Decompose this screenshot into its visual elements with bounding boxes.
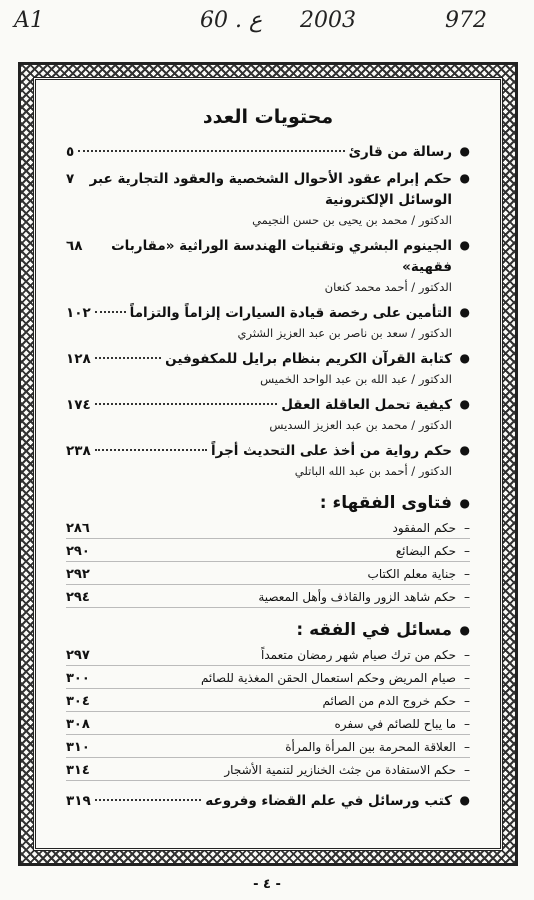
entry-page: ٣١٠ — [66, 740, 90, 755]
leader-dots — [95, 357, 161, 359]
page-number: - ٤ - — [253, 877, 281, 892]
bullet-icon: ● — [459, 496, 470, 510]
article-entry — [66, 395, 470, 435]
masail-list — [66, 646, 470, 781]
dash-icon: – — [464, 694, 470, 708]
bullet-icon: ● — [459, 305, 470, 319]
table-of-contents — [66, 100, 470, 818]
article-entry — [66, 236, 470, 297]
dash-icon: – — [464, 567, 470, 581]
bullet-icon: ● — [459, 623, 470, 637]
entry-title: جناية معلم الكتاب — [367, 567, 456, 581]
article-row — [66, 142, 452, 163]
entry-page: ٢٣٨ — [66, 443, 91, 459]
entry-page: ٣١٩ — [66, 793, 91, 809]
article-row — [66, 303, 452, 324]
leader-dots — [95, 449, 207, 451]
bullet-icon: ● — [459, 443, 470, 457]
entry-author: الدكتور / سعد بن ناصر بن عبد العزيز الشثري — [237, 326, 452, 340]
bullet-icon: ● — [459, 397, 470, 411]
entry-page: ١٠٢ — [66, 305, 91, 321]
contents-panel — [33, 77, 503, 851]
article-entry — [66, 169, 470, 230]
entry-title: كتب ورسائل في علم القضاء وفروعه — [205, 793, 452, 809]
entry-books — [66, 791, 470, 812]
entry-page: ٢٩٠ — [66, 544, 90, 559]
entry-title: حكم خروج الدم من الصائم — [322, 694, 456, 708]
entry-title: حكم البضائع — [395, 544, 456, 558]
article-entry — [66, 349, 470, 389]
entry-title: كتابة القرآن الكريم بنظام برايل للمكفوفين — [165, 351, 452, 367]
page-title: محتويات العدد — [202, 106, 334, 128]
article-entry — [66, 441, 470, 481]
entry-title: صيام المريض وحكم استعمال الحقن المغذية للصائم — [200, 671, 456, 685]
entry-page: ١٢٨ — [66, 351, 91, 367]
handwritten-year: 2003 — [300, 8, 356, 33]
sub-entry — [66, 692, 470, 712]
sub-entry — [66, 715, 470, 735]
entry-title: حكم إبرام عقود الأحوال الشخصية والعقود التجارية عبر الوسائل الإلكترونية — [89, 171, 452, 208]
entry-author: الدكتور / أحمد بن عبد الله الباتلي — [294, 464, 452, 478]
entry-title: حكم رواية من أخذ على التحديث أجراً — [211, 443, 452, 459]
entry-page: ٣٠٤ — [66, 694, 90, 709]
sub-entry — [66, 519, 470, 539]
entry-title: حكم الاستفادة من جثث الخنازير لتنمية الأشجار — [224, 763, 456, 777]
fatawa-list — [66, 519, 470, 608]
entry-title: حكم شاهد الزور والقاذف وأهل المعصية — [258, 590, 456, 604]
handwritten-number: 60 . ع — [200, 8, 263, 33]
entry-page: ٢٩٢ — [66, 567, 90, 582]
leader-dots — [95, 311, 126, 313]
articles-list — [66, 142, 470, 481]
entry-page: ٣١٤ — [66, 763, 90, 778]
entry-title: الجينوم البشري وتقنيات الهندسة الوراثية «مقاربات فقهية» — [111, 238, 452, 275]
sub-entry — [66, 542, 470, 562]
bullet-icon: ● — [459, 238, 470, 252]
sub-entry — [66, 565, 470, 585]
sub-entry — [66, 646, 470, 666]
entry-page: ٢٩٤ — [66, 590, 90, 605]
entry-page: ٦٨ — [66, 238, 83, 254]
handwritten-code: 972 — [445, 8, 487, 33]
dash-icon: – — [464, 544, 470, 558]
entry-author: الدكتور / عبد الله بن عبد الواحد الخميس — [260, 372, 452, 386]
dash-icon: – — [464, 671, 470, 685]
bullet-icon: ● — [459, 793, 470, 807]
sub-entry — [66, 669, 470, 689]
dash-icon: – — [464, 648, 470, 662]
article-entry — [66, 142, 470, 163]
section-masail — [66, 620, 470, 640]
entry-page: ٥ — [66, 144, 75, 160]
leader-dots — [95, 403, 277, 405]
leader-dots — [78, 150, 344, 152]
entry-author: الدكتور / محمد بن عبد العزيز السديس — [269, 418, 452, 432]
sub-entry — [66, 738, 470, 758]
bullet-icon: ● — [459, 171, 470, 185]
article-row — [66, 441, 452, 462]
bullet-icon: ● — [459, 351, 470, 365]
entry-author: الدكتور / محمد بن يحيى بن حسن النجيمي — [252, 213, 452, 227]
leader-dots — [95, 799, 202, 801]
article-row — [66, 395, 452, 416]
article-row — [66, 169, 452, 211]
dash-icon: – — [464, 740, 470, 754]
dash-icon: – — [464, 717, 470, 731]
entry-author: الدكتور / أحمد محمد كنعان — [324, 280, 452, 294]
bullet-icon: ● — [459, 144, 470, 158]
section-heading-fatawa: فتاوى الفقهاء : — [319, 493, 452, 513]
article-row — [66, 236, 452, 278]
dash-icon: – — [464, 590, 470, 604]
entry-title: حكم من ترك صيام شهر رمضان متعمداً — [261, 648, 456, 662]
section-fatawa — [66, 493, 470, 513]
entry-page: ٣٠٨ — [66, 717, 90, 732]
section-heading-masail: مسائل في الفقه : — [296, 620, 452, 640]
entry-title: التأمين على رخصة قيادة السيارات إلزاماً والتزاماً — [129, 305, 452, 321]
entry-title: العلاقة المحرمة بين المرأة والمرأة — [285, 740, 456, 754]
sub-entry — [66, 588, 470, 608]
decorative-border — [18, 62, 518, 866]
entry-page: ٢٨٦ — [66, 521, 90, 536]
entry-title: ما يباح للصائم في سفره — [334, 717, 456, 731]
entry-title: رسالة من قارئ — [348, 144, 452, 160]
entry-page: ٣٠٠ — [66, 671, 90, 686]
entry-page: ١٧٤ — [66, 397, 91, 413]
dash-icon: – — [464, 763, 470, 777]
sub-entry — [66, 761, 470, 781]
entry-title: حكم المفقود — [392, 521, 456, 535]
entry-page: ٢٩٧ — [66, 648, 90, 663]
handwritten-mark-a1: A1 — [14, 8, 44, 33]
entry-title: كيفية تحمل العاقلة العقل — [281, 397, 452, 413]
entry-page: ٧ — [66, 171, 75, 187]
article-entry — [66, 303, 470, 343]
dash-icon: – — [464, 521, 470, 535]
article-row — [66, 349, 452, 370]
